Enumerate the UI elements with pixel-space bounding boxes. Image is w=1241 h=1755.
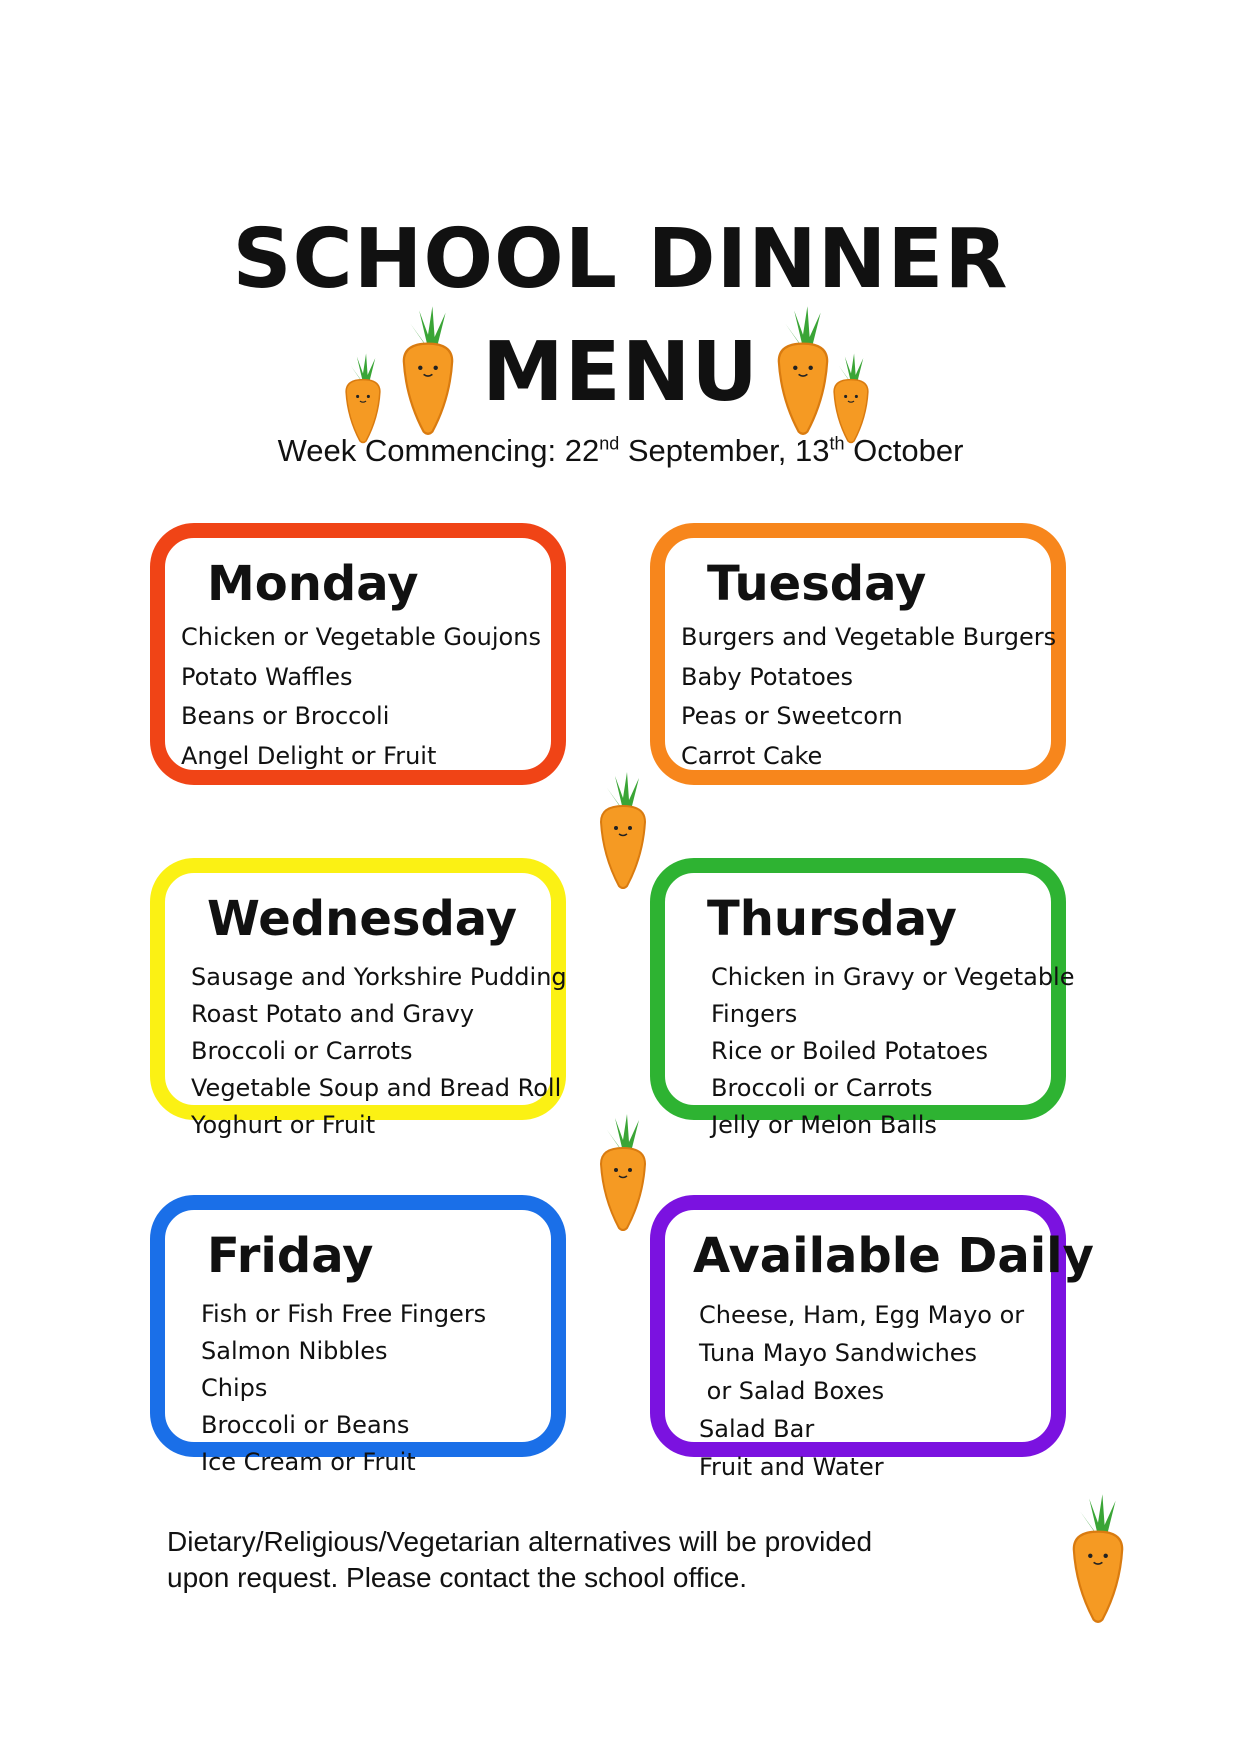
note-line: Dietary/Religious/Vegetarian alternatives will be provided <box>167 1526 873 1557</box>
menu-item: Broccoli or Carrots <box>711 1074 933 1102</box>
menu-item: Beans or Broccoli <box>181 702 390 730</box>
menu-item: Roast Potato and Gravy <box>191 1000 475 1028</box>
day-heading: Friday <box>207 1228 374 1284</box>
carrot-icon <box>828 350 874 446</box>
menu-item: Carrot Cake <box>681 741 823 770</box>
day-heading: Wednesday <box>207 891 518 947</box>
day-heading: Tuesday <box>707 556 927 612</box>
menu-item: Peas or Sweetcorn <box>681 702 903 730</box>
menu-item: Rice or Boiled Potatoes <box>711 1037 989 1065</box>
menu-items <box>191 959 567 1144</box>
day-heading: Thursday <box>707 891 957 947</box>
note-line: upon request. Please contact the school office. <box>167 1562 748 1593</box>
menu-item: Angel Delight or Fruit <box>181 741 437 770</box>
menu-items <box>681 618 1057 776</box>
menu-item: Fingers <box>711 1000 798 1028</box>
tuesday-card <box>650 523 1066 785</box>
menu-item: Chicken or Vegetable Goujons <box>181 623 541 651</box>
wednesday-card <box>150 858 567 1139</box>
thursday-card <box>650 858 1075 1139</box>
menu-item: Salmon Nibbles <box>201 1337 388 1365</box>
menu-item: Jelly or Melon Balls <box>711 1111 937 1139</box>
carrot-icon <box>1065 1490 1131 1626</box>
menu-item: Broccoli or Beans <box>201 1411 410 1439</box>
menu-item: Cheese, Ham, Egg Mayo or <box>699 1301 1025 1329</box>
day-heading: Monday <box>207 556 419 612</box>
menu-item: Chips <box>201 1374 268 1402</box>
friday-card <box>150 1195 566 1476</box>
menu-item: Burgers and Vegetable Burgers <box>681 623 1057 651</box>
menu-item: Sausage and Yorkshire Pudding <box>191 963 567 991</box>
menu-item: Potato Waffles <box>181 662 353 691</box>
carrot-icon <box>340 350 386 446</box>
carrot-icon <box>770 302 836 438</box>
menu-item: Baby Potatoes <box>681 662 854 691</box>
dietary-note <box>167 1524 947 1596</box>
menu-item: Salad Bar <box>699 1415 815 1443</box>
monday-card <box>150 523 566 785</box>
carrot-icon <box>395 302 461 438</box>
menu-items <box>201 1296 545 1481</box>
menu-items <box>181 618 545 776</box>
menu-items <box>699 1296 1045 1486</box>
menu-item: or Salad Boxes <box>699 1377 885 1405</box>
menu-item: Broccoli or Carrots <box>191 1037 413 1065</box>
menu-items <box>711 959 1075 1144</box>
menu-title-line2: MENU <box>482 325 759 420</box>
menu-item: Vegetable Soup and Bread Roll <box>191 1074 562 1102</box>
menu-item: Fish or Fish Free Fingers <box>201 1300 487 1328</box>
menu-item: Chicken in Gravy or Vegetable <box>711 963 1075 991</box>
carrot-icon <box>593 1112 653 1232</box>
available-daily-card <box>650 1195 1094 1481</box>
menu-item: Yoghurt or Fruit <box>191 1111 376 1139</box>
menu-title-line1: SCHOOL DINNER <box>232 212 1009 307</box>
week-commencing: Week Commencing: 22nd September, 13th October <box>277 433 964 468</box>
menu-item: Fruit and Water <box>699 1453 884 1481</box>
menu-item: Ice Cream or Fruit <box>201 1448 416 1476</box>
carrot-icon <box>593 770 653 890</box>
menu-item: Tuna Mayo Sandwiches <box>699 1339 978 1367</box>
day-heading: Available Daily <box>693 1228 1094 1284</box>
